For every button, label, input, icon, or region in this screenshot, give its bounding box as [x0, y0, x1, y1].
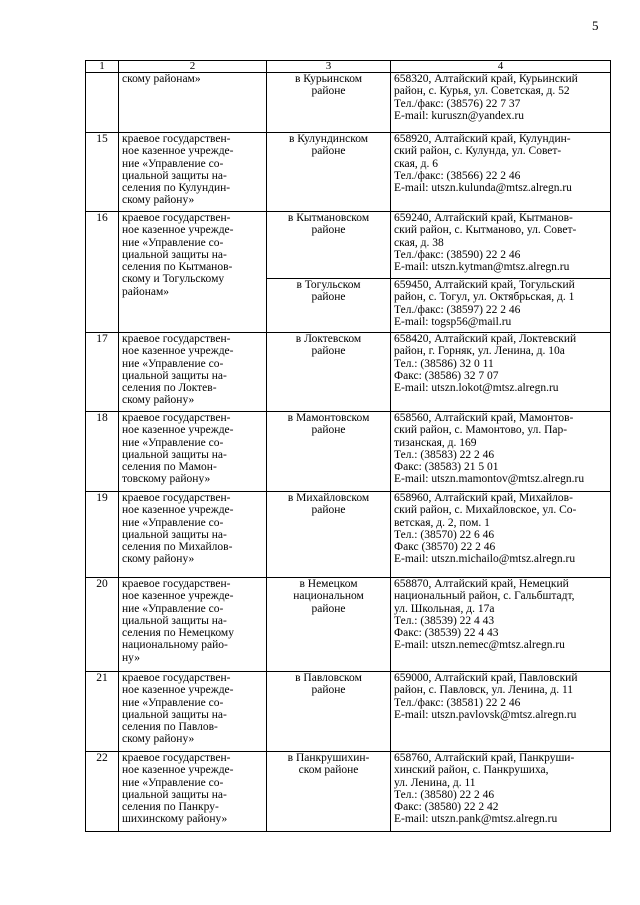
table-row — [86, 133, 611, 212]
contact-info: 658320, Алтайский край, Курьинский район, с. Курья, ул. Советская, д. 52 Тел./факс: (38576) 22 7 37 E-mail: kuruszn@yandex.ru — [391, 73, 611, 133]
organization-name: краевое государствен- ное казенное учрежде- ние «Управление со- циальной защиты на- селения по Павлов- скому району» — [119, 672, 267, 752]
contact-info: 659000, Алтайский край, Павловский район, с. Павловск, ул. Ленина, д. 11 Тел./факс: (38581) 22 2 46 E-mail: utszn.pavlovsk@mtsz.alregn.ru — [391, 672, 611, 752]
table-row — [86, 212, 611, 279]
district-name: в Мамонтовском районе — [267, 412, 391, 492]
table-row — [86, 492, 611, 578]
column-header: 1 — [86, 61, 119, 73]
column-header: 4 — [391, 61, 611, 73]
district-name: в Тогульском районе — [267, 279, 391, 333]
page-number: 5 — [592, 18, 599, 33]
column-header: 3 — [267, 61, 391, 73]
organization-name: краевое государствен- ное казенное учрежде- ние «Управление со- циальной защиты на- селения по Немецкому национальному райо- ну» — [119, 578, 267, 672]
district-name: в Курьинском районе — [267, 73, 391, 133]
row-number: 20 — [86, 578, 119, 672]
row-number: 22 — [86, 752, 119, 832]
contact-info: 659240, Алтайский край, Кытманов- ский район, с. Кытманово, ул. Совет- ская, д. 38 Тел./факс: (38590) 22 2 46 E-mail: utszn.kytman@mtsz.alregn.ru — [391, 212, 611, 279]
table-row — [86, 73, 611, 133]
table-row — [86, 672, 611, 752]
organization-name: краевое государствен- ное казенное учрежде- ние «Управление со- циальной защиты на- селения по Локтев- скому району» — [119, 333, 267, 412]
contact-info: 659450, Алтайский край, Тогульский район, с. Тогул, ул. Октябрьская, д. 1 Тел./факс: (38597) 22 2 46 E-mail: togsp56@mail.ru — [391, 279, 611, 333]
table-row — [86, 333, 611, 412]
table-row — [86, 578, 611, 672]
contact-info: 658960, Алтайский край, Михайлов- ский район, с. Михайловское, ул. Со- ветская, д. 2, пом. 1 Тел.: (38570) 22 6 46 Факс (38570) 22 2 46 E-mail: utszn.michailo@mtsz.alregn.ru — [391, 492, 611, 578]
district-name: в Павловском районе — [267, 672, 391, 752]
row-number — [86, 73, 119, 133]
contact-info: 658560, Алтайский край, Мамонтов- ский район, с. Мамонтово, ул. Пар- тизанская, д. 169 Тел.: (38583) 22 2 46 Факс: (38583) 21 5 01 E-mail: utszn.mamontov@mtsz.alregn.ru — [391, 412, 611, 492]
organization-name: краевое государствен- ное казенное учрежде- ние «Управление со- циальной защиты на- селения по Панкру- шихинскому району» — [119, 752, 267, 832]
contact-info: 658920, Алтайский край, Кулундин- ский район, с. Кулунда, ул. Совет- ская, д. 6 Тел./факс: (38566) 22 2 46 E-mail: utszn.kulunda@mtsz.alregn.ru — [391, 133, 611, 212]
table-row — [86, 412, 611, 492]
row-number: 16 — [86, 212, 119, 333]
district-name: в Панкрушихин- ском районе — [267, 752, 391, 832]
contact-info: 658760, Алтайский край, Панкруши- хинский район, с. Панкрушиха, ул. Ленина, д. 11 Тел.: (38580) 22 2 46 Факс: (38580) 22 2 42 E-mail: utszn.pank@mtsz.alregn.ru — [391, 752, 611, 832]
row-number: 18 — [86, 412, 119, 492]
row-number: 19 — [86, 492, 119, 578]
district-name: в Локтевском районе — [267, 333, 391, 412]
organization-name: краевое государствен- ное казенное учрежде- ние «Управление со- циальной защиты на- селения по Кытманов- скому и Тогульскому районам» — [119, 212, 267, 333]
row-number: 21 — [86, 672, 119, 752]
contact-info: 658420, Алтайский край, Локтевский район, г. Горняк, ул. Ленина, д. 10а Тел.: (38586) 32 0 11 Факс: (38586) 32 7 07 E-mail: utszn.lokot@mtsz.alregn.ru — [391, 333, 611, 412]
table-row — [86, 752, 611, 832]
organization-name: краевое государствен- ное казенное учрежде- ние «Управление со- циальной защиты на- селения по Михайлов- скому району» — [119, 492, 267, 578]
district-name: в Михайловском районе — [267, 492, 391, 578]
column-header: 2 — [119, 61, 267, 73]
organization-name: скому районам» — [119, 73, 267, 133]
agencies-table — [85, 60, 611, 832]
district-name: в Кулундинском районе — [267, 133, 391, 212]
district-name: в Кытмановском районе — [267, 212, 391, 279]
organization-name: краевое государствен- ное казенное учрежде- ние «Управление со- циальной защиты на- селения по Кулундин- скому району» — [119, 133, 267, 212]
contact-info: 658870, Алтайский край, Немецкий национальный район, с. Гальбштадт, ул. Школьная, д. 17а Тел.: (38539) 22 4 43 Факс: (38539) 22 4 43 E-mail: utszn.nemec@mtsz.alregn.ru — [391, 578, 611, 672]
row-number: 17 — [86, 333, 119, 412]
row-number: 15 — [86, 133, 119, 212]
organization-name: краевое государствен- ное казенное учрежде- ние «Управление со- циальной защиты на- селения по Мамон- товскому району» — [119, 412, 267, 492]
district-name: в Немецком национальном районе — [267, 578, 391, 672]
table-header-row — [86, 61, 611, 73]
